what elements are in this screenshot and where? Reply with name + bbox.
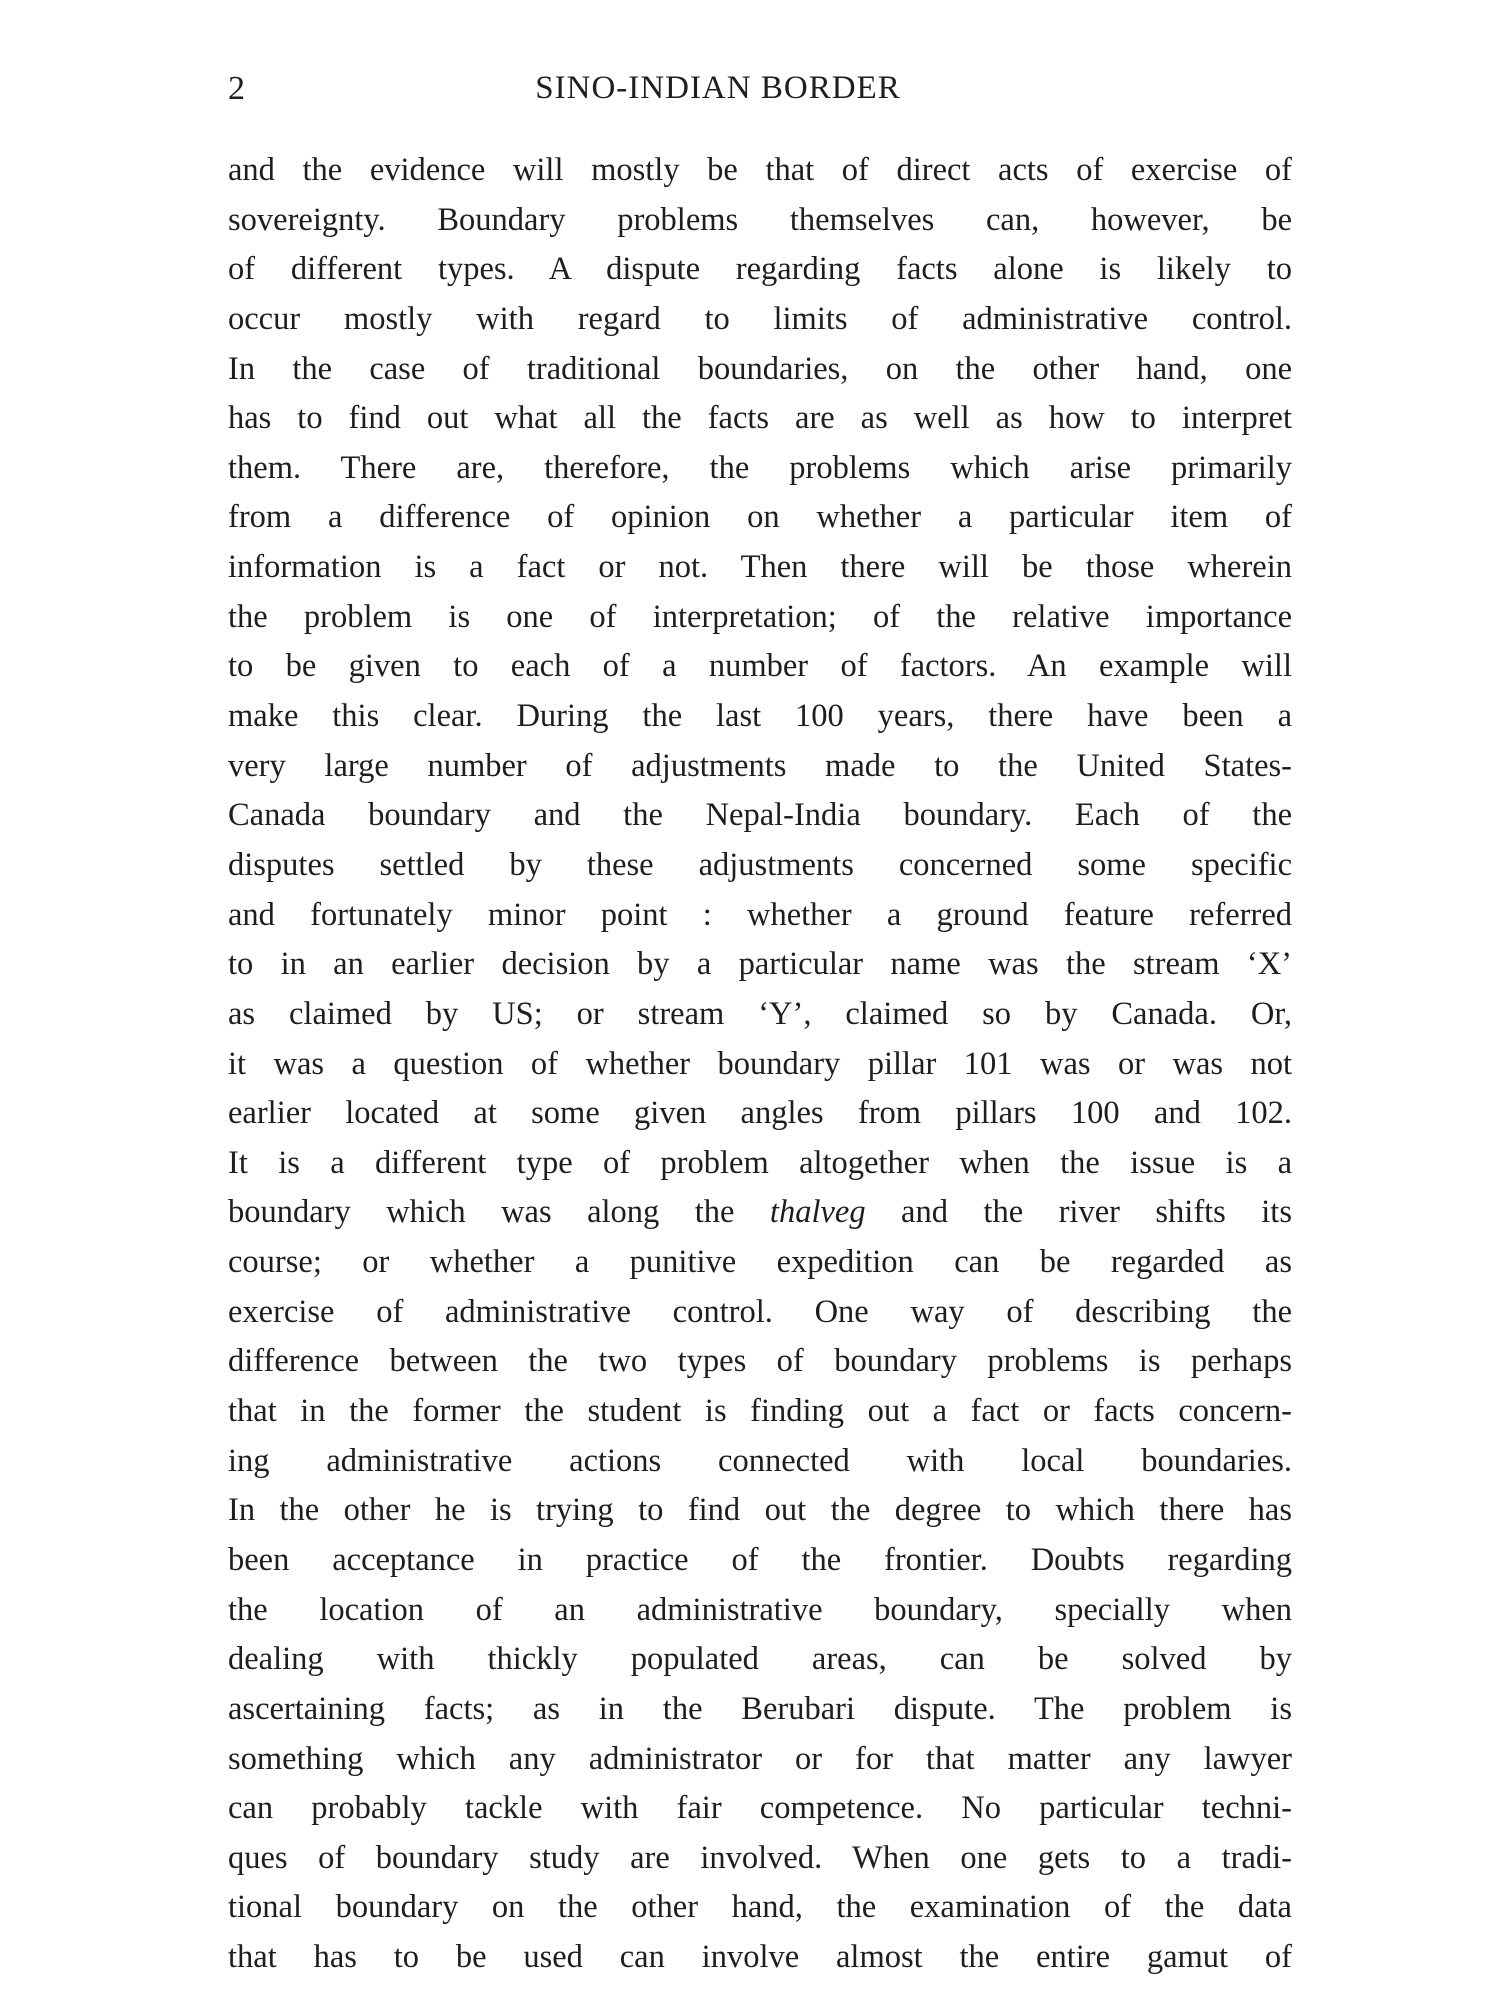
text-segment: to in an earlier decision by a particular name was the stream ‘X’: [228, 946, 1292, 983]
text-segment: In the case of traditional boundaries, on the other hand, one: [228, 350, 1292, 387]
text-line: [228, 791, 1292, 841]
text-segment: something which any administrator or for that matter any lawyer: [228, 1740, 1292, 1777]
text-line: [228, 493, 1292, 543]
text-line: [228, 394, 1292, 444]
text-segment: information is a fact or not. Then there will be those wherein: [228, 549, 1292, 586]
text-line: [228, 1784, 1292, 1834]
text-segment: tional boundary on the other hand, the examination of the data: [228, 1889, 1292, 1926]
text-line: [228, 1834, 1292, 1884]
text-segment: disputes settled by these adjustments concerned some specific: [228, 846, 1292, 883]
text-segment: from a difference of opinion on whether a particular item of: [228, 499, 1292, 536]
text-segment: them. There are, therefore, the problems which arise primarily: [228, 449, 1292, 486]
text-line: [228, 742, 1292, 792]
text-segment: that in the former the student is finding out a fact or facts concern-: [228, 1393, 1292, 1430]
page-number: 2: [228, 70, 245, 107]
text-segment: Canada boundary and the Nepal-India boundary. Each of the: [228, 797, 1292, 834]
text-line: [228, 1387, 1292, 1437]
text-line: [228, 1933, 1292, 1983]
text-line: [228, 841, 1292, 891]
italic-term: thalveg: [769, 1194, 866, 1231]
running-head: SINO-INDIAN BORDER: [535, 70, 901, 106]
text-segment: sovereignty. Boundary problems themselves can, however, be: [228, 201, 1292, 238]
text-line: [228, 1685, 1292, 1735]
text-segment: In the other he is trying to find out the degree to which there has: [228, 1492, 1292, 1529]
text-segment: of different types. A dispute regarding facts alone is likely to: [228, 251, 1292, 288]
text-line: [228, 196, 1292, 246]
text-line: [228, 891, 1292, 941]
text-line: [228, 990, 1292, 1040]
text-line: [228, 543, 1292, 593]
text-line: [228, 1188, 1292, 1238]
text-line: [228, 1635, 1292, 1685]
text-line: [228, 444, 1292, 494]
text-segment: ques of boundary study are involved. When one gets to a tradi-: [228, 1839, 1292, 1876]
text-line: [228, 146, 1292, 196]
text-segment: as claimed by US; or stream ‘Y’, claimed so by Canada. Or,: [228, 995, 1292, 1032]
body-text: [228, 146, 1292, 1983]
text-line: [228, 345, 1292, 395]
text-line: [228, 1586, 1292, 1636]
text-line: [228, 642, 1292, 692]
text-segment: very large number of adjustments made to the United States-: [228, 747, 1292, 784]
text-line: [228, 1139, 1292, 1189]
text-line: [228, 245, 1292, 295]
text-segment: exercise of administrative control. One way of describing the: [228, 1293, 1292, 1330]
text-line: [228, 593, 1292, 643]
text-line: [228, 1883, 1292, 1933]
text-line: [228, 940, 1292, 990]
text-segment: course; or whether a punitive expedition can be regarded as: [228, 1244, 1292, 1281]
text-segment: It is a different type of problem altogether when the issue is a: [228, 1144, 1292, 1181]
text-line: [228, 1735, 1292, 1785]
text-segment: been acceptance in practice of the frontier. Doubts regarding: [228, 1541, 1292, 1578]
text-line: [228, 295, 1292, 345]
text-line: [228, 1536, 1292, 1586]
text-segment: dealing with thickly populated areas, can be solved by: [228, 1641, 1292, 1678]
text-segment: the problem is one of interpretation; of the relative importance: [228, 598, 1292, 635]
text-line: [228, 1238, 1292, 1288]
text-segment: occur mostly with regard to limits of administrative control.: [228, 300, 1292, 337]
text-segment: has to find out what all the facts are as well as how to interpret: [228, 400, 1292, 437]
text-segment: the location of an administrative boundary, specially when: [228, 1591, 1292, 1628]
text-segment: it was a question of whether boundary pillar 101 was or was not: [228, 1045, 1292, 1082]
text-line: [228, 1089, 1292, 1139]
text-segment: and the river shifts its: [865, 1194, 1292, 1231]
text-segment: ascertaining facts; as in the Berubari dispute. The problem is: [228, 1690, 1292, 1727]
text-segment: and fortunately minor point : whether a ground feature referred: [228, 896, 1292, 933]
text-segment: can probably tackle with fair competence. No particular techni-: [228, 1790, 1292, 1827]
text-segment: that has to be used can involve almost the entire gamut of: [228, 1939, 1292, 1976]
text-segment: boundary which was along the: [228, 1194, 770, 1231]
text-line: [228, 692, 1292, 742]
text-segment: ing administrative actions connected with local boundaries.: [228, 1442, 1292, 1479]
text-line: [228, 1337, 1292, 1387]
text-segment: earlier located at some given angles from pillars 100 and 102.: [228, 1095, 1292, 1132]
text-segment: and the evidence will mostly be that of direct acts of exercise of: [228, 152, 1292, 188]
text-line: [228, 1486, 1292, 1536]
text-line: [228, 1040, 1292, 1090]
text-segment: difference between the two types of boundary problems is perhaps: [228, 1343, 1292, 1380]
text-line: [228, 1437, 1292, 1487]
text-line: [228, 1288, 1292, 1338]
text-segment: to be given to each of a number of factors. An example will: [228, 648, 1292, 685]
text-segment: make this clear. During the last 100 years, there have been a: [228, 698, 1292, 735]
